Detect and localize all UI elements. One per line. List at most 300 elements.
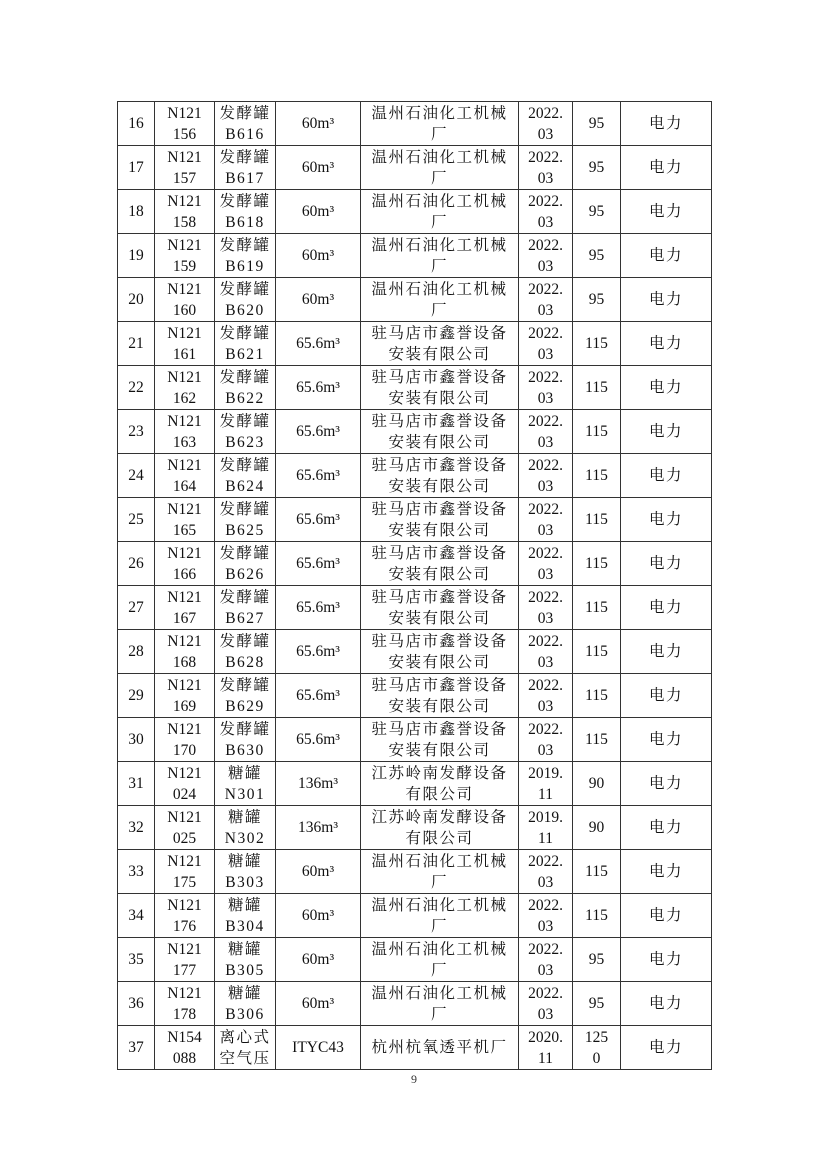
equipment-code-line: N121 xyxy=(167,148,202,166)
manufacturer-line: 江苏岭南发酵设备 xyxy=(371,808,508,826)
manufacturer-line: 驻马店市鑫誉设备 xyxy=(371,632,508,650)
equipment-code-line: 157 xyxy=(172,169,197,187)
energy-type-cell xyxy=(621,674,712,718)
equipment-code-cell xyxy=(155,894,215,938)
equipment-code-line: 024 xyxy=(172,785,197,803)
power-text: 115 xyxy=(585,599,608,616)
equipment-name-line: 离心式 xyxy=(219,1028,271,1046)
energy-type-text: 电力 xyxy=(648,819,683,836)
manufacturer-cell xyxy=(361,454,519,498)
table-row xyxy=(118,146,712,190)
spec-text: 65.6m³ xyxy=(296,423,340,440)
manufacturer-cell xyxy=(361,630,519,674)
table-row xyxy=(118,190,712,234)
equipment-code-line: N121 xyxy=(167,544,202,562)
equipment-name-line: 发酵罐 xyxy=(219,324,271,342)
date-line: 2022. xyxy=(528,632,563,650)
equipment-code-line: 158 xyxy=(172,213,197,231)
spec-cell xyxy=(276,498,361,542)
equipment-name-line: B619 xyxy=(225,257,265,275)
date-line: 2022. xyxy=(528,940,563,958)
equipment-name-cell xyxy=(215,630,276,674)
row-number-cell xyxy=(118,718,155,762)
power-cell xyxy=(573,102,621,146)
equipment-code-cell xyxy=(155,542,215,586)
manufacturer-cell xyxy=(361,938,519,982)
power-cell xyxy=(573,278,621,322)
date-cell xyxy=(519,366,573,410)
energy-type-cell xyxy=(621,850,712,894)
equipment-name-line: 发酵罐 xyxy=(219,104,271,122)
row-number-text: 27 xyxy=(128,599,144,616)
spec-text: 65.6m³ xyxy=(296,555,340,572)
row-number-text: 28 xyxy=(128,643,144,660)
row-number-cell xyxy=(118,498,155,542)
equipment-name-line: B304 xyxy=(225,917,265,935)
manufacturer-line: 安装有限公司 xyxy=(388,697,491,715)
row-number-text: 37 xyxy=(128,1039,144,1056)
power-cell xyxy=(573,630,621,674)
date-line: 03 xyxy=(537,433,554,451)
date-line: 2022. xyxy=(528,852,563,870)
equipment-name-line: B305 xyxy=(225,961,265,979)
manufacturer-cell xyxy=(361,190,519,234)
date-line: 03 xyxy=(537,741,554,759)
spec-text: 65.6m³ xyxy=(296,379,340,396)
row-number-text: 26 xyxy=(128,555,144,572)
equipment-name-cell xyxy=(215,806,276,850)
table-row xyxy=(118,938,712,982)
equipment-code-line: N121 xyxy=(167,324,202,342)
manufacturer-line: 驻马店市鑫誉设备 xyxy=(371,588,508,606)
manufacturer-cell xyxy=(361,322,519,366)
row-number-text: 21 xyxy=(128,335,144,352)
energy-type-text: 电力 xyxy=(648,203,683,220)
equipment-name-cell xyxy=(215,938,276,982)
equipment-code-line: 168 xyxy=(172,653,197,671)
equipment-name-line: 发酵罐 xyxy=(219,544,271,562)
power-cell xyxy=(573,542,621,586)
row-number-cell xyxy=(118,850,155,894)
equipment-code-cell xyxy=(155,410,215,454)
equipment-name-cell xyxy=(215,982,276,1026)
manufacturer-line: 温州石油化工机械 xyxy=(371,236,508,254)
table-row xyxy=(118,102,712,146)
equipment-name-line: N302 xyxy=(224,829,266,847)
power-text: 95 xyxy=(588,995,605,1012)
spec-cell xyxy=(276,938,361,982)
energy-type-cell xyxy=(621,982,712,1026)
power-cell xyxy=(573,674,621,718)
equipment-code-line: N121 xyxy=(167,720,202,738)
row-number-text: 17 xyxy=(128,159,144,176)
spec-text: 65.6m³ xyxy=(296,467,340,484)
date-line: 11 xyxy=(538,785,553,803)
spec-cell xyxy=(276,762,361,806)
power-cell xyxy=(573,850,621,894)
power-text: 95 xyxy=(588,247,605,264)
equipment-name-line: 发酵罐 xyxy=(219,720,271,738)
equipment-name-cell xyxy=(215,454,276,498)
date-line: 2022. xyxy=(528,588,563,606)
date-cell xyxy=(519,586,573,630)
manufacturer-line: 厂 xyxy=(430,301,448,319)
spec-cell xyxy=(276,894,361,938)
energy-type-text: 电力 xyxy=(648,115,683,132)
equipment-code-line: 161 xyxy=(172,345,197,363)
spec-text: 65.6m³ xyxy=(296,687,340,704)
power-text: 115 xyxy=(585,423,608,440)
equipment-code-line: 175 xyxy=(172,873,197,891)
date-cell xyxy=(519,894,573,938)
energy-type-cell xyxy=(621,234,712,278)
power-text: 115 xyxy=(585,907,608,924)
spec-text: 136m³ xyxy=(298,819,338,836)
power-text: 115 xyxy=(585,731,608,748)
manufacturer-line: 厂 xyxy=(430,125,448,143)
equipment-code-cell xyxy=(155,146,215,190)
power-text: 115 xyxy=(585,555,608,572)
equipment-code-line: 166 xyxy=(172,565,197,583)
row-number-cell xyxy=(118,366,155,410)
date-line: 03 xyxy=(537,389,554,407)
date-line: 03 xyxy=(537,1005,554,1023)
manufacturer-cell xyxy=(361,718,519,762)
equipment-name-cell xyxy=(215,366,276,410)
energy-type-cell xyxy=(621,894,712,938)
energy-type-text: 电力 xyxy=(648,863,683,880)
date-line: 2022. xyxy=(528,984,563,1002)
power-text: 115 xyxy=(585,467,608,484)
row-number-text: 35 xyxy=(128,951,144,968)
row-number-cell xyxy=(118,762,155,806)
row-number-cell xyxy=(118,278,155,322)
equipment-code-line: 160 xyxy=(172,301,197,319)
power-cell xyxy=(573,586,621,630)
manufacturer-line: 温州石油化工机械 xyxy=(371,984,508,1002)
row-number-cell xyxy=(118,630,155,674)
equipment-code-line: 165 xyxy=(172,521,197,539)
power-cell xyxy=(573,454,621,498)
energy-type-cell xyxy=(621,586,712,630)
power-cell xyxy=(573,982,621,1026)
spec-cell xyxy=(276,410,361,454)
table-row xyxy=(118,542,712,586)
energy-type-text: 电力 xyxy=(648,907,683,924)
table-row xyxy=(118,630,712,674)
equipment-code-line: N121 xyxy=(167,896,202,914)
equipment-table xyxy=(117,101,712,1070)
page-number: 9 xyxy=(411,1072,417,1086)
spec-text: 60m³ xyxy=(301,907,335,924)
equipment-name-line: 发酵罐 xyxy=(219,280,271,298)
row-number-text: 20 xyxy=(128,291,144,308)
date-cell xyxy=(519,938,573,982)
equipment-name-line: 糖罐 xyxy=(227,764,262,782)
date-line: 03 xyxy=(537,697,554,715)
spec-text: 65.6m³ xyxy=(296,643,340,660)
row-number-cell xyxy=(118,982,155,1026)
power-text: 115 xyxy=(585,863,608,880)
date-line: 2022. xyxy=(528,148,563,166)
equipment-code-cell xyxy=(155,630,215,674)
equipment-name-line: B617 xyxy=(225,169,265,187)
row-number-text: 18 xyxy=(128,203,144,220)
date-line: 2022. xyxy=(528,720,563,738)
date-line: 2020. xyxy=(528,1028,563,1046)
equipment-name-line: 发酵罐 xyxy=(219,148,271,166)
manufacturer-cell xyxy=(361,674,519,718)
equipment-code-cell xyxy=(155,806,215,850)
date-line: 2022. xyxy=(528,236,563,254)
equipment-name-cell xyxy=(215,1026,276,1070)
manufacturer-cell xyxy=(361,806,519,850)
equipment-code-line: N121 xyxy=(167,236,202,254)
manufacturer-line: 温州石油化工机械 xyxy=(371,896,508,914)
date-line: 03 xyxy=(537,213,554,231)
equipment-code-line: 169 xyxy=(172,697,197,715)
table-row xyxy=(118,322,712,366)
equipment-name-line: B620 xyxy=(225,301,265,319)
equipment-code-line: N121 xyxy=(167,104,202,122)
date-line: 2022. xyxy=(528,324,563,342)
table-row xyxy=(118,410,712,454)
table-row xyxy=(118,674,712,718)
equipment-code-cell xyxy=(155,278,215,322)
manufacturer-cell xyxy=(361,102,519,146)
power-text: 90 xyxy=(588,819,605,836)
manufacturer-line: 驻马店市鑫誉设备 xyxy=(371,720,508,738)
row-number-text: 31 xyxy=(128,775,144,792)
power-line: 125 xyxy=(584,1028,609,1046)
power-text: 95 xyxy=(588,951,605,968)
row-number-cell xyxy=(118,894,155,938)
power-text: 115 xyxy=(585,687,608,704)
energy-type-cell xyxy=(621,938,712,982)
equipment-code-cell xyxy=(155,366,215,410)
power-cell xyxy=(573,894,621,938)
manufacturer-line: 驻马店市鑫誉设备 xyxy=(371,544,508,562)
table-row xyxy=(118,806,712,850)
equipment-code-line: 170 xyxy=(172,741,197,759)
equipment-code-cell xyxy=(155,454,215,498)
equipment-code-line: N121 xyxy=(167,632,202,650)
equipment-code-line: 163 xyxy=(172,433,197,451)
equipment-code-cell xyxy=(155,498,215,542)
date-cell xyxy=(519,630,573,674)
date-line: 2022. xyxy=(528,368,563,386)
equipment-name-cell xyxy=(215,278,276,322)
equipment-name-cell xyxy=(215,322,276,366)
energy-type-cell xyxy=(621,278,712,322)
energy-type-cell xyxy=(621,498,712,542)
table-row xyxy=(118,586,712,630)
energy-type-cell xyxy=(621,762,712,806)
date-cell xyxy=(519,498,573,542)
equipment-code-line: N121 xyxy=(167,808,202,826)
equipment-name-cell xyxy=(215,762,276,806)
row-number-text: 22 xyxy=(128,379,144,396)
row-number-cell xyxy=(118,322,155,366)
equipment-name-line: B618 xyxy=(225,213,265,231)
equipment-name-cell xyxy=(215,542,276,586)
date-line: 2022. xyxy=(528,104,563,122)
date-cell xyxy=(519,410,573,454)
date-cell xyxy=(519,278,573,322)
power-text: 90 xyxy=(588,775,605,792)
power-cell xyxy=(573,938,621,982)
date-line: 03 xyxy=(537,345,554,363)
energy-type-text: 电力 xyxy=(648,335,683,352)
power-text: 115 xyxy=(585,643,608,660)
spec-text: 65.6m³ xyxy=(296,599,340,616)
manufacturer-cell xyxy=(361,146,519,190)
manufacturer-line: 有限公司 xyxy=(405,829,474,847)
manufacturer-line: 驻马店市鑫誉设备 xyxy=(371,368,508,386)
equipment-code-line: N121 xyxy=(167,588,202,606)
manufacturer-line: 温州石油化工机械 xyxy=(371,148,508,166)
equipment-code-line: N121 xyxy=(167,984,202,1002)
table-body xyxy=(118,102,712,1070)
date-cell xyxy=(519,674,573,718)
spec-text: 136m³ xyxy=(298,775,338,792)
date-line: 03 xyxy=(537,961,554,979)
date-line: 2022. xyxy=(528,192,563,210)
spec-cell xyxy=(276,1026,361,1070)
manufacturer-line: 杭州杭氧透平机厂 xyxy=(371,1039,508,1056)
manufacturer-cell xyxy=(361,366,519,410)
date-line: 03 xyxy=(537,257,554,275)
row-number-text: 24 xyxy=(128,467,144,484)
row-number-cell xyxy=(118,146,155,190)
manufacturer-line: 厂 xyxy=(430,1005,448,1023)
date-line: 2019. xyxy=(528,808,563,826)
spec-cell xyxy=(276,146,361,190)
manufacturer-line: 安装有限公司 xyxy=(388,345,491,363)
equipment-name-line: 糖罐 xyxy=(227,896,262,914)
power-cell xyxy=(573,234,621,278)
power-cell xyxy=(573,190,621,234)
equipment-code-line: N121 xyxy=(167,280,202,298)
energy-type-text: 电力 xyxy=(648,423,683,440)
date-cell xyxy=(519,982,573,1026)
equipment-code-cell xyxy=(155,322,215,366)
row-number-text: 34 xyxy=(128,907,144,924)
row-number-text: 25 xyxy=(128,511,144,528)
date-line: 2022. xyxy=(528,456,563,474)
date-cell xyxy=(519,1026,573,1070)
equipment-code-cell xyxy=(155,234,215,278)
spec-cell xyxy=(276,850,361,894)
power-cell xyxy=(573,762,621,806)
equipment-code-line: N121 xyxy=(167,456,202,474)
manufacturer-line: 驻马店市鑫誉设备 xyxy=(371,412,508,430)
row-number-text: 32 xyxy=(128,819,144,836)
spec-text: 60m³ xyxy=(301,203,335,220)
equipment-name-line: B628 xyxy=(225,653,265,671)
equipment-code-line: N154 xyxy=(167,1028,202,1046)
equipment-name-line: 糖罐 xyxy=(227,984,262,1002)
manufacturer-line: 温州石油化工机械 xyxy=(371,104,508,122)
equipment-code-line: 025 xyxy=(172,829,197,847)
spec-cell xyxy=(276,674,361,718)
spec-cell xyxy=(276,190,361,234)
manufacturer-line: 江苏岭南发酵设备 xyxy=(371,764,508,782)
power-cell xyxy=(573,146,621,190)
equipment-code-line: 177 xyxy=(172,961,197,979)
energy-type-text: 电力 xyxy=(648,159,683,176)
equipment-code-line: N121 xyxy=(167,764,202,782)
equipment-name-line: B626 xyxy=(225,565,265,583)
equipment-code-cell xyxy=(155,850,215,894)
row-number-text: 19 xyxy=(128,247,144,264)
date-line: 2019. xyxy=(528,764,563,782)
equipment-name-line: 发酵罐 xyxy=(219,500,271,518)
date-line: 2022. xyxy=(528,676,563,694)
power-cell xyxy=(573,498,621,542)
energy-type-cell xyxy=(621,542,712,586)
spec-cell xyxy=(276,278,361,322)
date-line: 03 xyxy=(537,917,554,935)
manufacturer-line: 安装有限公司 xyxy=(388,609,491,627)
equipment-code-cell xyxy=(155,102,215,146)
date-line: 03 xyxy=(537,125,554,143)
equipment-name-cell xyxy=(215,146,276,190)
manufacturer-line: 驻马店市鑫誉设备 xyxy=(371,676,508,694)
power-text: 115 xyxy=(585,379,608,396)
date-line: 03 xyxy=(537,609,554,627)
power-line: 0 xyxy=(592,1049,601,1067)
date-cell xyxy=(519,806,573,850)
equipment-name-cell xyxy=(215,586,276,630)
row-number-cell xyxy=(118,454,155,498)
equipment-code-cell xyxy=(155,586,215,630)
date-line: 2022. xyxy=(528,500,563,518)
manufacturer-line: 驻马店市鑫誉设备 xyxy=(371,456,508,474)
manufacturer-line: 温州石油化工机械 xyxy=(371,852,508,870)
date-line: 2022. xyxy=(528,896,563,914)
equipment-name-line: 发酵罐 xyxy=(219,588,271,606)
energy-type-text: 电力 xyxy=(648,775,683,792)
spec-text: ITYC43 xyxy=(292,1039,344,1056)
spec-text: 60m³ xyxy=(301,247,335,264)
equipment-name-line: N301 xyxy=(224,785,266,803)
table-row xyxy=(118,850,712,894)
date-line: 2022. xyxy=(528,544,563,562)
manufacturer-line: 安装有限公司 xyxy=(388,565,491,583)
row-number-cell xyxy=(118,542,155,586)
manufacturer-line: 厂 xyxy=(430,917,448,935)
equipment-code-cell xyxy=(155,762,215,806)
equipment-code-cell xyxy=(155,190,215,234)
equipment-code-line: N121 xyxy=(167,192,202,210)
equipment-code-cell xyxy=(155,1026,215,1070)
equipment-code-line: 162 xyxy=(172,389,197,407)
equipment-code-cell xyxy=(155,718,215,762)
spec-text: 60m³ xyxy=(301,159,335,176)
row-number-text: 23 xyxy=(128,423,144,440)
equipment-code-line: 088 xyxy=(172,1049,197,1067)
manufacturer-cell xyxy=(361,982,519,1026)
manufacturer-cell xyxy=(361,542,519,586)
equipment-name-line: B627 xyxy=(225,609,265,627)
manufacturer-line: 厂 xyxy=(430,169,448,187)
energy-type-text: 电力 xyxy=(648,731,683,748)
equipment-name-cell xyxy=(215,498,276,542)
energy-type-text: 电力 xyxy=(648,467,683,484)
energy-type-text: 电力 xyxy=(648,379,683,396)
equipment-code-line: 159 xyxy=(172,257,197,275)
